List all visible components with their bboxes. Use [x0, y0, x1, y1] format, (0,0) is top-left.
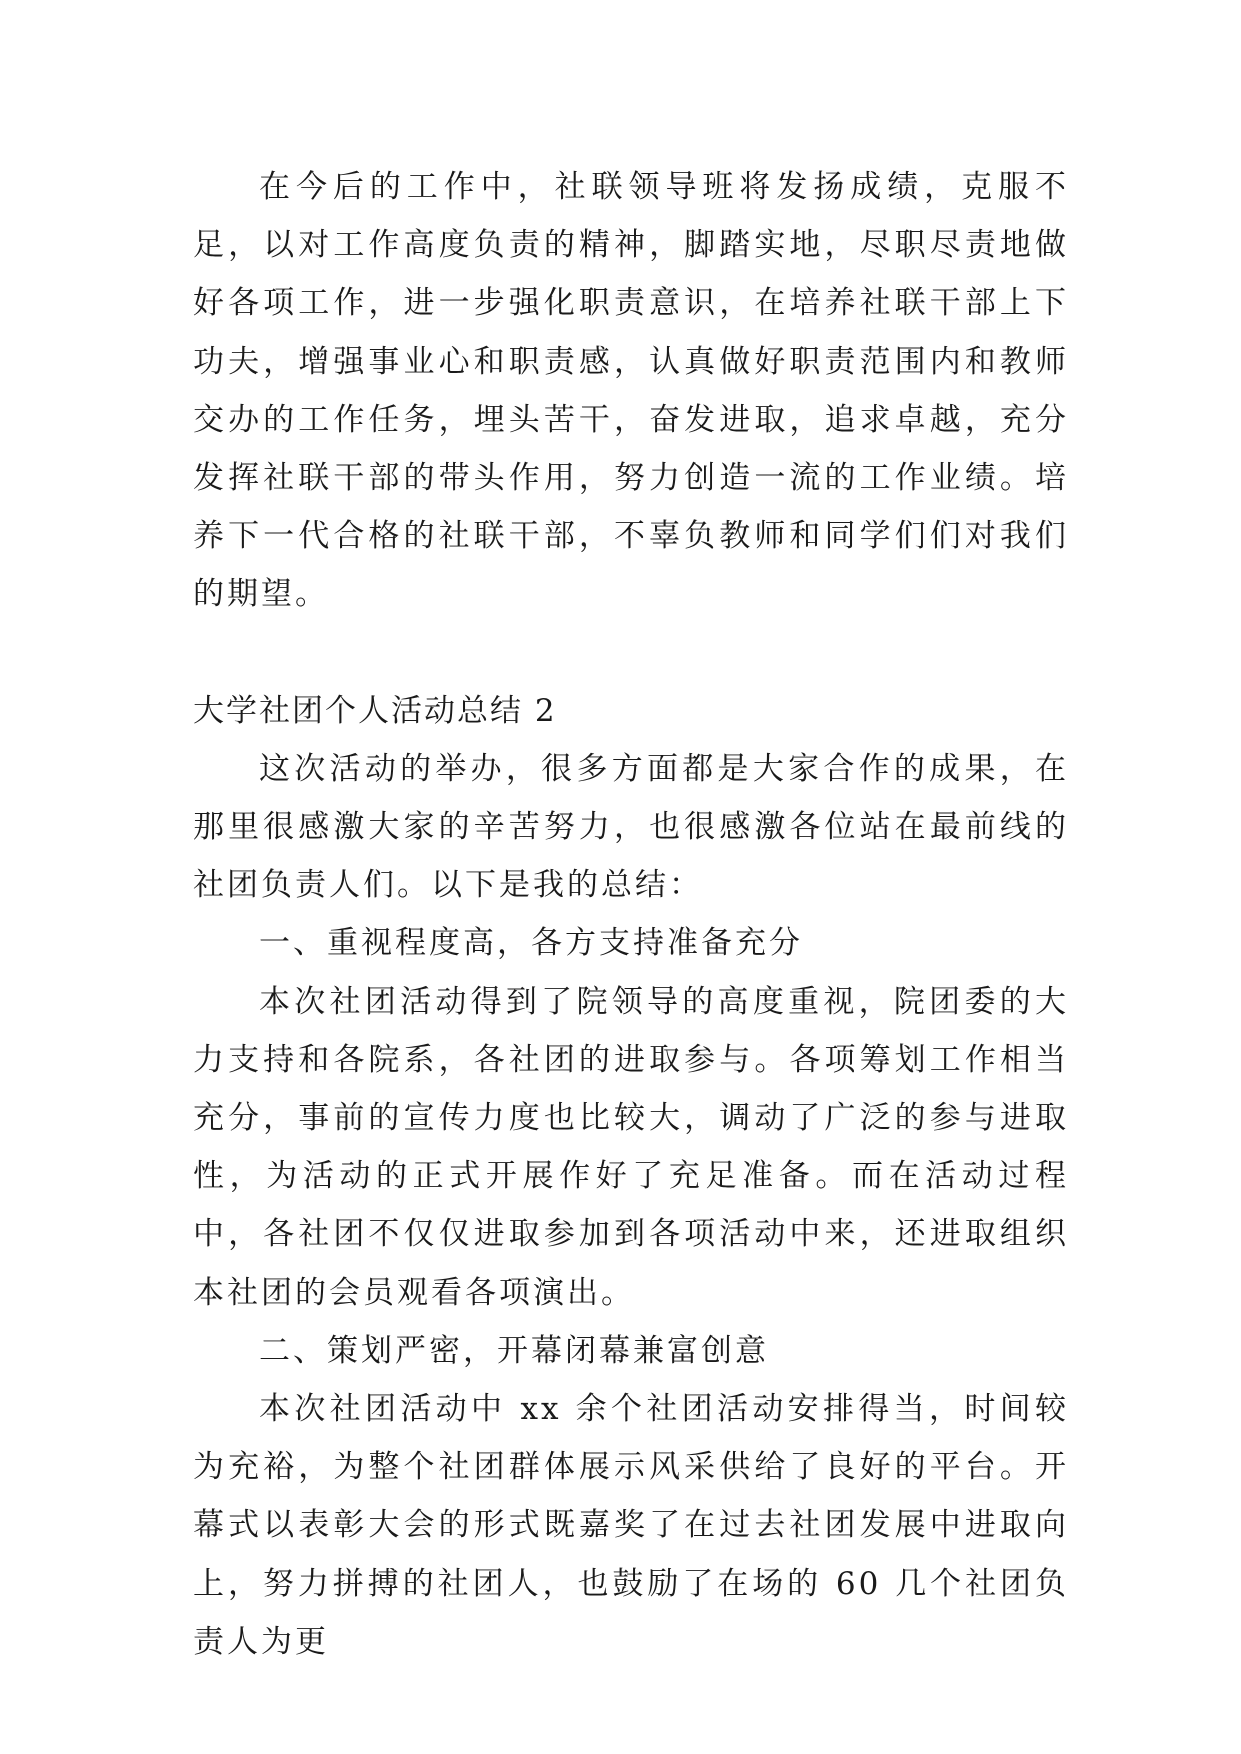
subheading-2: 二、策划严密，开幕闭幕兼富创意	[259, 1332, 769, 1369]
document-body	[193, 158, 1069, 1671]
section-title: 大学社团个人活动总结 2	[193, 692, 557, 729]
paragraph-point-2: 本次社团活动中 xx 余个社团活动安排得当，时间较为充裕，为整个社团群体展示风采供给了良好的平台。开幕式以表彰大会的形式既嘉奖了在过去社团发展中进取向上，努力拼搏的社团人，也鼓励了在场的 60 几个社团负责人为更	[193, 1391, 1069, 1660]
paragraph-intro: 这次活动的举办，很多方面都是大家合作的成果，在那里很感激大家的辛苦努力，也很感激各位站在最前线的社团负责人们。以下是我的总结：	[193, 750, 1069, 904]
section-spacer	[193, 624, 1069, 682]
paragraph-closing-summary: 在今后的工作中，社联领导班将发扬成绩，克服不足，以对工作高度负责的精神，脚踏实地，尽职尽责地做好各项工作，进一步强化职责意识，在培养社联干部上下功夫，增强事业心和职责感，认真做好职责范围内和教师交办的工作任务，埋头苦干，奋发进取，追求卓越，充分发挥社联干部的带头作用，努力创造一流的工作业绩。培养下一代合格的社联干部，不辜负教师和同学们们对我们的期望。	[193, 169, 1069, 613]
subheading-1: 一、重视程度高，各方支持准备充分	[259, 925, 803, 962]
paragraph-point-1: 本次社团活动得到了院领导的高度重视，院团委的大力支持和各院系，各社团的进取参与。各项筹划工作相当充分，事前的宣传力度也比较大，调动了广泛的参与进取性，为活动的正式开展作好了充足准备。而在活动过程中，各社团不仅仅进取参加到各项活动中来，还进取组织本社团的会员观看各项演出。	[193, 983, 1069, 1311]
